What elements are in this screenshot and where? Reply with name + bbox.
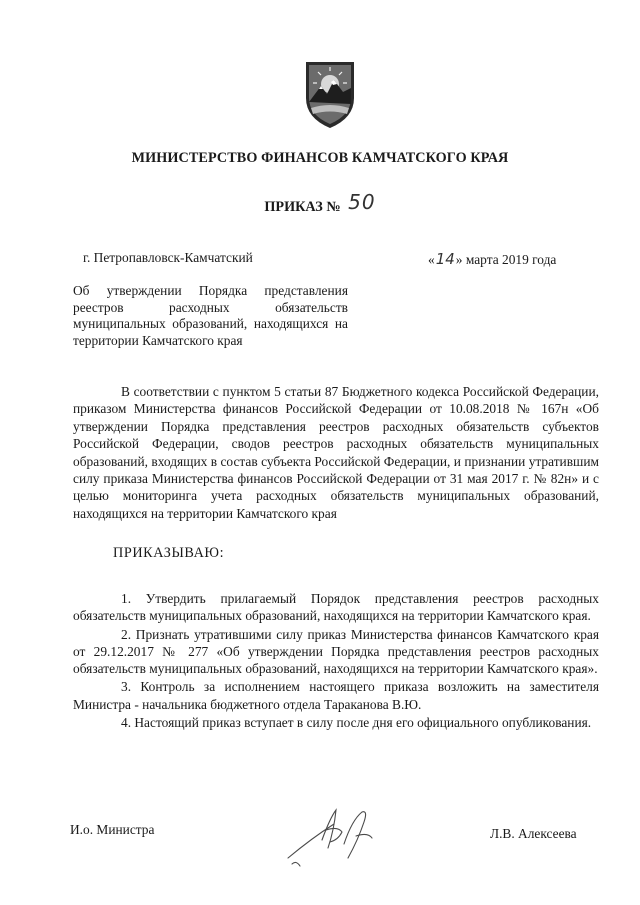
order-label: ПРИКАЗ №: [264, 199, 341, 215]
order-item: 2. Признать утратившими силу приказ Министерства финансов Камчатского края от 29.12.2017 № 277 «Об утверждении Порядка представления реестров расходных обязательств муниципальных образований, находящихся на территории Камчатского края».: [73, 626, 599, 677]
date-quote-open: «: [428, 252, 435, 267]
order-item: 1. Утвердить прилагаемый Порядок представления реестров расходных обязательств муниципальных образований, находящихся на территории Камчатского края.: [73, 591, 599, 624]
ministry-name: МИНИСТЕРСТВО ФИНАНСОВ КАМЧАТСКОГО КРАЯ: [131, 150, 509, 166]
order-number: 50: [348, 190, 376, 214]
order-date: [428, 250, 556, 268]
date-quote-close: »: [455, 252, 463, 267]
city: г. Петропавловск-Камчатский: [83, 250, 253, 265]
decree-word: ПРИКАЗЫВАЮ:: [113, 545, 225, 561]
order-item: 4. Настоящий приказ вступает в силу после дня его официального опубликования.: [121, 715, 592, 731]
handwritten-signature-icon: [282, 800, 386, 874]
preamble: В соответствии с пунктом 5 статьи 87 Бюджетного кодекса Российской Федерации, приказом Министерства финансов Российской Федерации от 10.08.2018 № 167н «Об утверждении Порядка представления реестров расходных обязательств субъектов Российской Федерации, сводов реестров расходных обязательств муниципальных образований, входящих в состав субъекта Российской Федерации, и признании утратившим силу приказа Министерства финансов Российской Федерации от 31 мая 2017 г. № 82н» и с целью мониторинга учета расходных обязательств муниципальных образований, находящихся на территории Камчатского края: [73, 384, 599, 521]
signer-title: И.о. Министра: [70, 822, 155, 837]
order-items: [73, 590, 599, 732]
date-month-year: марта 2019 года: [465, 252, 557, 267]
kamchatka-coat-of-arms-icon: [301, 58, 359, 130]
order-item: 3. Контроль за исполнением настоящего приказа возложить на заместителя Министра - начальника бюджетного отдела Тараканова В.Ю.: [73, 679, 599, 712]
order-subject: Об утверждении Порядка представления реестров расходных обязательств муниципальных образований, находящихся на территории Камчатского края: [73, 283, 348, 348]
signer-name: Л.В. Алексеева: [490, 826, 577, 841]
order-title: [0, 192, 640, 216]
date-day: 14: [435, 250, 455, 268]
